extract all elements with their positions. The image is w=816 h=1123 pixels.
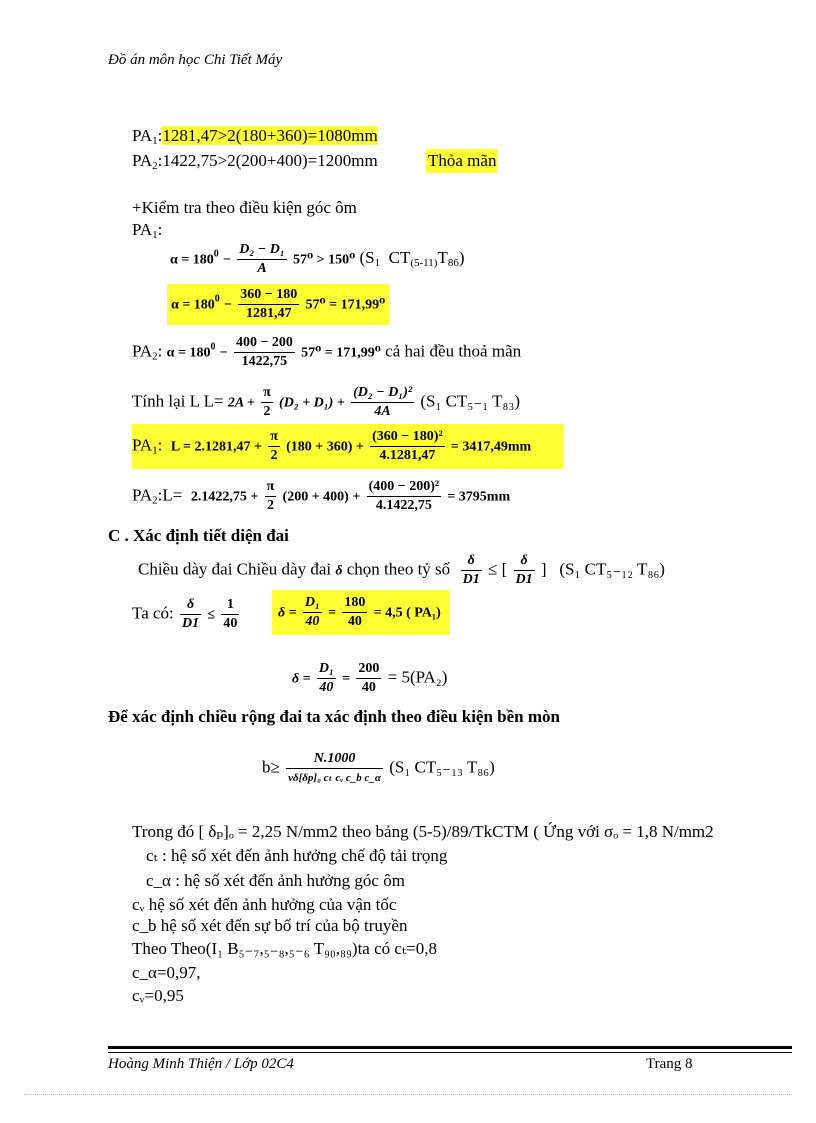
angle-check-heading: +Kiểm tra theo điều kiện góc ôm: [132, 198, 357, 217]
theo-line: Theo Theo(I₁ B₅₋₇,₅₋₈,₅₋₆ T₉₀,₈₉)ta có cₜ=0,8: [132, 939, 437, 958]
thickness-pa2: δ = $\frac{\text{D₁}}{40}$ = $\frac{200}{40}$ = 5(PA₂): [292, 661, 448, 695]
width-formula: b≥ $\frac{N.1000}{\text{vδ[δp]₀ cₜ cᵥ c\_b c\_α}}$ (S₁ CT₅₋₁₃ T₈₆): [262, 751, 495, 784]
page-header-title: Đồ án môn học Chi Tiết Máy: [108, 52, 283, 68]
angle-fraction: $\frac{\text{D₂ − D₁}}{A}$: [239, 242, 285, 276]
length-pa2-formula: $PA_2:L= 2.1422,75$ + $\frac{\pi}{2}$ (200 + 400) + $\frac{\text{(400 − 200)²}}{4.1422,75}$ = 3795mm: [132, 479, 511, 513]
cb-desc: c_b hệ số xét đến sự bố trí của bộ truyền: [132, 916, 408, 935]
section-c-heading: C . Xác định tiết diện đai: [108, 526, 289, 545]
pa2-check-line: [132, 151, 378, 172]
angle-pa1-label: PA: [132, 220, 153, 239]
angle-pa2-formula: $PA_2$: $\alpha = 180^0$ − $\frac{400 - 200}{1422,75}$ 57⁰ = 171,99⁰ cả hai đều thoả mãn: [132, 335, 522, 369]
angle-pa2-result: 57⁰ = 171,99⁰: [301, 345, 381, 361]
pa1-label: PA: [132, 126, 153, 145]
ok-badge: Thỏa mãn: [426, 149, 498, 173]
thickness-line: Chiều dày đai Chiều dày đai δ chọn theo tỷ số $\frac{\delta}{D1}$ ≤ [ $\frac{\delta}{D1}$ ] (S₁ CT₅₋₁₂ T₈₆): [138, 553, 665, 587]
angle-pa1-formula: $\alpha = 180^0$ − $\frac{360 - 180}{1281,47}$ 57⁰ = 171,99⁰: [167, 284, 389, 325]
angle-pa1-result: 57⁰ = 171,99⁰: [305, 297, 386, 313]
ct-desc: cₜ : hệ số xét đến ảnh hưởng chế độ tải trọng: [146, 846, 448, 865]
cv-desc: cᵥ hệ số xét đến ảnh hưởng của vận tốc: [132, 895, 397, 914]
ca-desc: c_α : hệ số xét đến ảnh hưởng góc ôm: [146, 871, 405, 890]
pa2-label: PA: [132, 151, 153, 170]
thickness-pa1: δ = $\frac{\text{D₁}}{40}$ = $\frac{180}{40}$ = 4,5 ( PA₁): [272, 590, 450, 635]
pa1-check-line: $PA_1:1281,47>2(180+360)=1080mm$: [132, 126, 378, 147]
footer-rule-thin: [108, 1052, 792, 1053]
angle-pa1-label-line: $PA_1$:: [132, 220, 163, 241]
length-pa2-result: = 3795mm: [447, 489, 511, 505]
angle-general-formula: $\alpha = 180^0$ − $\frac{\text{D₂ − D₁}}{A}$ 57⁰ > 150⁰ ($S_1$ $CT_{(5-11)}T_{86}$): [170, 242, 465, 276]
angle-pa1-den: 1281,47: [246, 306, 292, 321]
pa1-sub: 1: [152, 135, 158, 147]
width-heading: Để xác định chiều rộng đai ta xác định theo điều kiện bền mòn: [108, 707, 560, 726]
angle-pa1-sub: 1: [152, 229, 158, 241]
where-line: Trong đó [ δₚ]ₒ = 2,25 N/mm2 theo bảng (5-5)/89/TkCTM ( Ứng với σₒ = 1,8 N/mm2: [132, 822, 714, 841]
length-pa1-formula: $PA_1$: L = 2.1281,47 + $\frac{\pi}{2}$ (180 + 360) + $\frac{\text{(360 − 180)²}}{4.1281,47}$ = 3417,49mm: [132, 424, 564, 469]
width-ref: (S₁ CT₅₋₁₃ T₈₆): [389, 757, 495, 777]
thickness-pa2-result: = 5(PA₂): [387, 667, 448, 687]
pa2-sub: 2: [152, 160, 158, 172]
angle-tail: 57⁰ > 150⁰: [293, 252, 356, 268]
cv-value: cᵥ=0,95: [132, 986, 184, 1005]
length-ref: (S₁ CT₅₋₁ T₈₃): [420, 391, 520, 411]
alpha-lhs: α = 180: [170, 252, 214, 268]
pa1-check-value: 1281,47>2(180+360)=1080mm: [162, 126, 378, 145]
footer-page-number: Trang 8: [646, 1056, 693, 1072]
footer-rule-thick: [108, 1046, 792, 1049]
angle-pa2-num: 400 − 200: [234, 334, 295, 353]
angle-pa2-den: 1422,75: [241, 354, 288, 369]
thickness-pa1-result: = 4,5 ( PA₁): [373, 605, 441, 621]
pa2-check-value: :1422,75>2(200+400)=1200mm: [157, 151, 378, 170]
angle-pa2-label: PA: [132, 341, 153, 361]
angle-pa2-note: cả hai đều thoả mãn: [385, 341, 522, 361]
length-label: Tính lại L L=: [132, 391, 224, 411]
page-edge-divider: [24, 1094, 792, 1095]
thickness-ref: (S₁ CT₅₋₁₂ T₈₆): [559, 559, 665, 579]
length-pa1-result: = 3417,49mm: [450, 439, 532, 455]
length-general-formula: Tính lại L L= 2A + $\frac{\pi}{2}$ (D₂ + D₁) + $\frac{\text{(D₂ − D₁)²}}{4A}$ (S₁ CT₅₋₁ T₈₃): [132, 385, 520, 419]
footer-author: Hoàng Minh Thiện / Lớp 02C4: [108, 1056, 294, 1072]
angle-ref: ($S_1$ $CT_{(5-11)}T_{86}$): [359, 248, 465, 270]
thickness-limit: Ta có: $\frac{\delta}{D1}$ ≤ $\frac{1}{40}$: [132, 597, 238, 631]
angle-pa1-num: 360 − 180: [238, 286, 299, 305]
ca-value: c_α=0,97,: [132, 963, 201, 982]
